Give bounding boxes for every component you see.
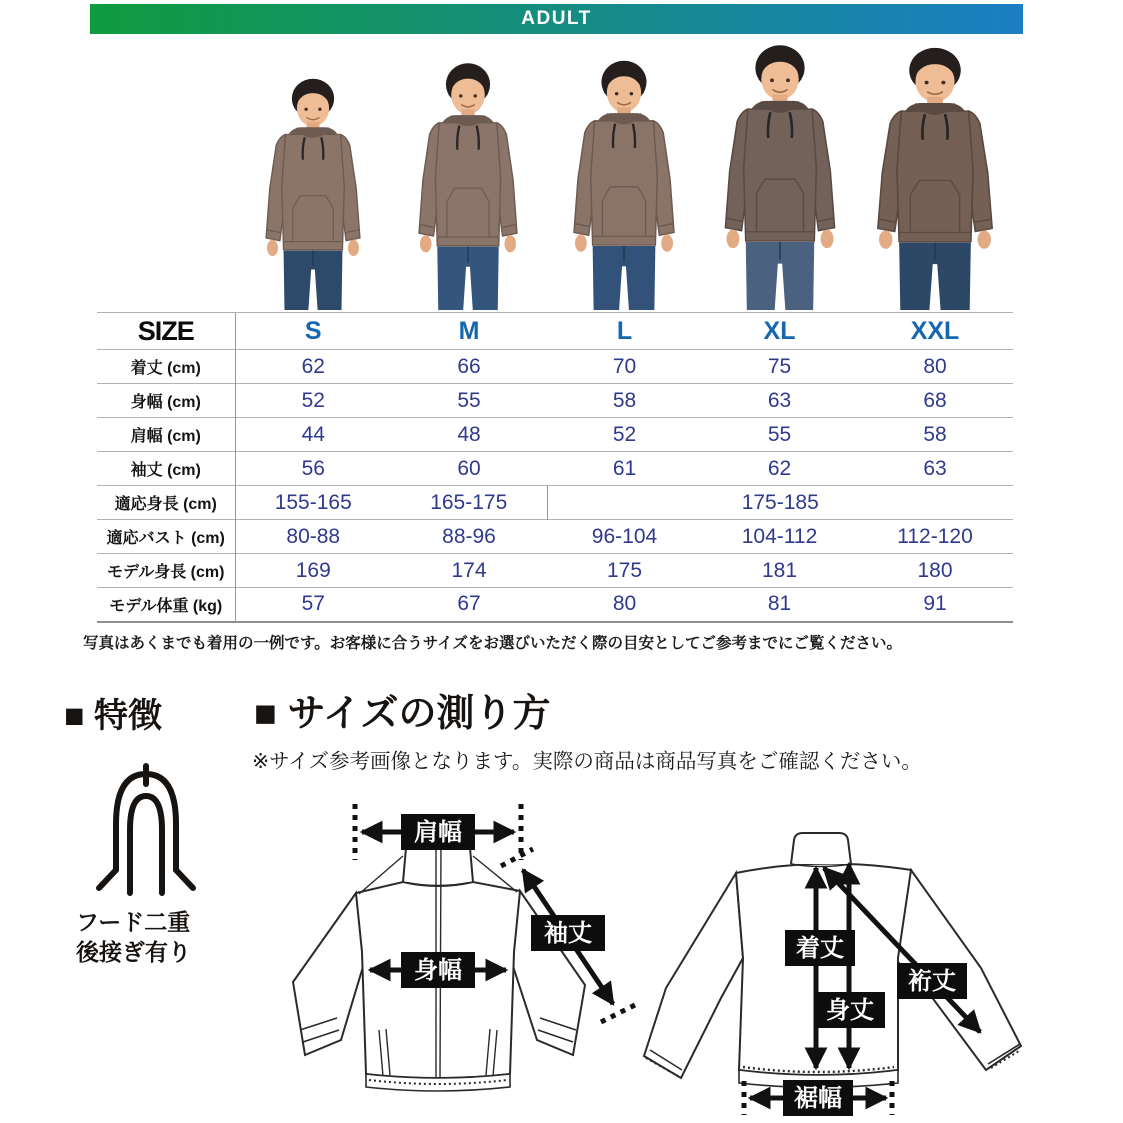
table-cell: 66 [391,350,547,384]
table-cell: 81 [702,588,857,622]
measuring-heading: ■ サイズの測り方 [254,693,551,735]
table-row [97,384,1013,418]
table-row [97,554,1013,588]
table-cell: 175 [547,554,702,588]
hood-double-layer-icon [84,758,209,908]
size-column-header-s: S [235,313,391,350]
table-row [97,350,1013,384]
model-photo-l [544,45,704,310]
table-cell: 180 [857,554,1013,588]
back-body [736,864,911,1075]
table-cell: 61 [547,452,702,486]
model-figure-s [233,45,393,310]
table-row-label: モデル身長 (cm) [97,554,235,588]
hem-width-label: 裾幅 [794,1085,842,1112]
shoulder-width-label: 肩幅 [414,819,462,846]
size-column-header-l: L [547,313,702,350]
table-cell: 88-96 [391,520,547,554]
jacket-back-diagram [636,818,1041,1118]
model-figure-xl [700,45,860,310]
table-cell: 112-120 [857,520,1013,554]
hood-feature-line1: フード二重 [76,909,191,935]
hood-feature-line2: 後接ぎ有り [76,938,191,965]
features-heading: ■ 特徴 [64,697,162,735]
size-table-corner-label: SIZE [97,313,235,350]
table-cell: 63 [702,384,857,418]
size-table [97,312,1013,623]
table-row-label: 着丈 (cm) [97,350,235,384]
table-cell: 58 [857,418,1013,452]
table-cell: 155-165 [235,486,391,520]
model-photo-xl [700,45,860,310]
model-photo-xxl [855,45,1015,310]
table-cell: 62 [235,350,391,384]
yuki-length-label: 裄丈 [908,968,956,995]
model-photo-s [233,45,393,310]
table-cell: 67 [391,588,547,622]
table-cell: 56 [235,452,391,486]
table-cell: 96-104 [547,520,702,554]
table-cell: 165-175 [391,486,547,520]
table-row-label: 袖丈 (cm) [97,452,235,486]
hood-feature-caption [76,908,191,968]
table-cell: 175-185 [547,486,1013,520]
table-row-label: 適応身長 (cm) [97,486,235,520]
table-cell: 48 [391,418,547,452]
table-row-label: 適応バスト (cm) [97,520,235,554]
banner-label: ADULT [521,8,592,29]
table-cell: 58 [547,384,702,418]
model-photo-m [388,45,548,310]
model-figure-xxl [855,45,1015,310]
table-cell: 55 [391,384,547,418]
table-cell: 55 [702,418,857,452]
table-row-label: 身幅 (cm) [97,384,235,418]
body-length-label: 身丈 [826,997,874,1024]
size-column-header-xl: XL [702,313,857,350]
sleeve-length-label: 袖丈 [544,920,592,947]
table-cell: 80 [857,350,1013,384]
table-note: 写真はあくまでも着用の一例です。お客様に合うサイズをお選びいただく際の目安としてご参考までにご覧ください。 [83,635,903,652]
table-cell: 52 [235,384,391,418]
table-row [97,418,1013,452]
table-cell: 44 [235,418,391,452]
table-row [97,588,1013,622]
body-width-label: 身幅 [414,957,462,984]
table-row [97,452,1013,486]
front-left-sleeve [293,893,365,1055]
back-collar [791,833,851,864]
table-cell: 91 [857,588,1013,622]
size-column-header-xxl: XXL [857,313,1013,350]
table-cell: 70 [547,350,702,384]
model-figure-l [544,45,704,310]
table-cell: 174 [391,554,547,588]
jacket-front-diagram [243,792,643,1122]
table-cell: 80 [547,588,702,622]
table-cell: 169 [235,554,391,588]
measuring-note: ※サイズ参考画像となります。実際の商品は商品写真をご確認ください。 [252,750,922,773]
table-cell: 104-112 [702,520,857,554]
back-left-sleeve [644,873,743,1078]
table-cell: 57 [235,588,391,622]
table-cell: 75 [702,350,857,384]
table-cell: 80-88 [235,520,391,554]
adult-banner [90,4,1023,34]
table-cell: 181 [702,554,857,588]
model-figure-m [388,45,548,310]
table-cell: 60 [391,452,547,486]
table-cell: 68 [857,384,1013,418]
table-cell: 52 [547,418,702,452]
back-length-label: 着丈 [796,935,844,962]
table-cell: 62 [702,452,857,486]
size-column-header-m: M [391,313,547,350]
table-cell: 63 [857,452,1013,486]
table-row-label: 肩幅 (cm) [97,418,235,452]
table-row-label: モデル体重 (kg) [97,588,235,622]
table-row [97,520,1013,554]
table-row [97,486,1013,520]
